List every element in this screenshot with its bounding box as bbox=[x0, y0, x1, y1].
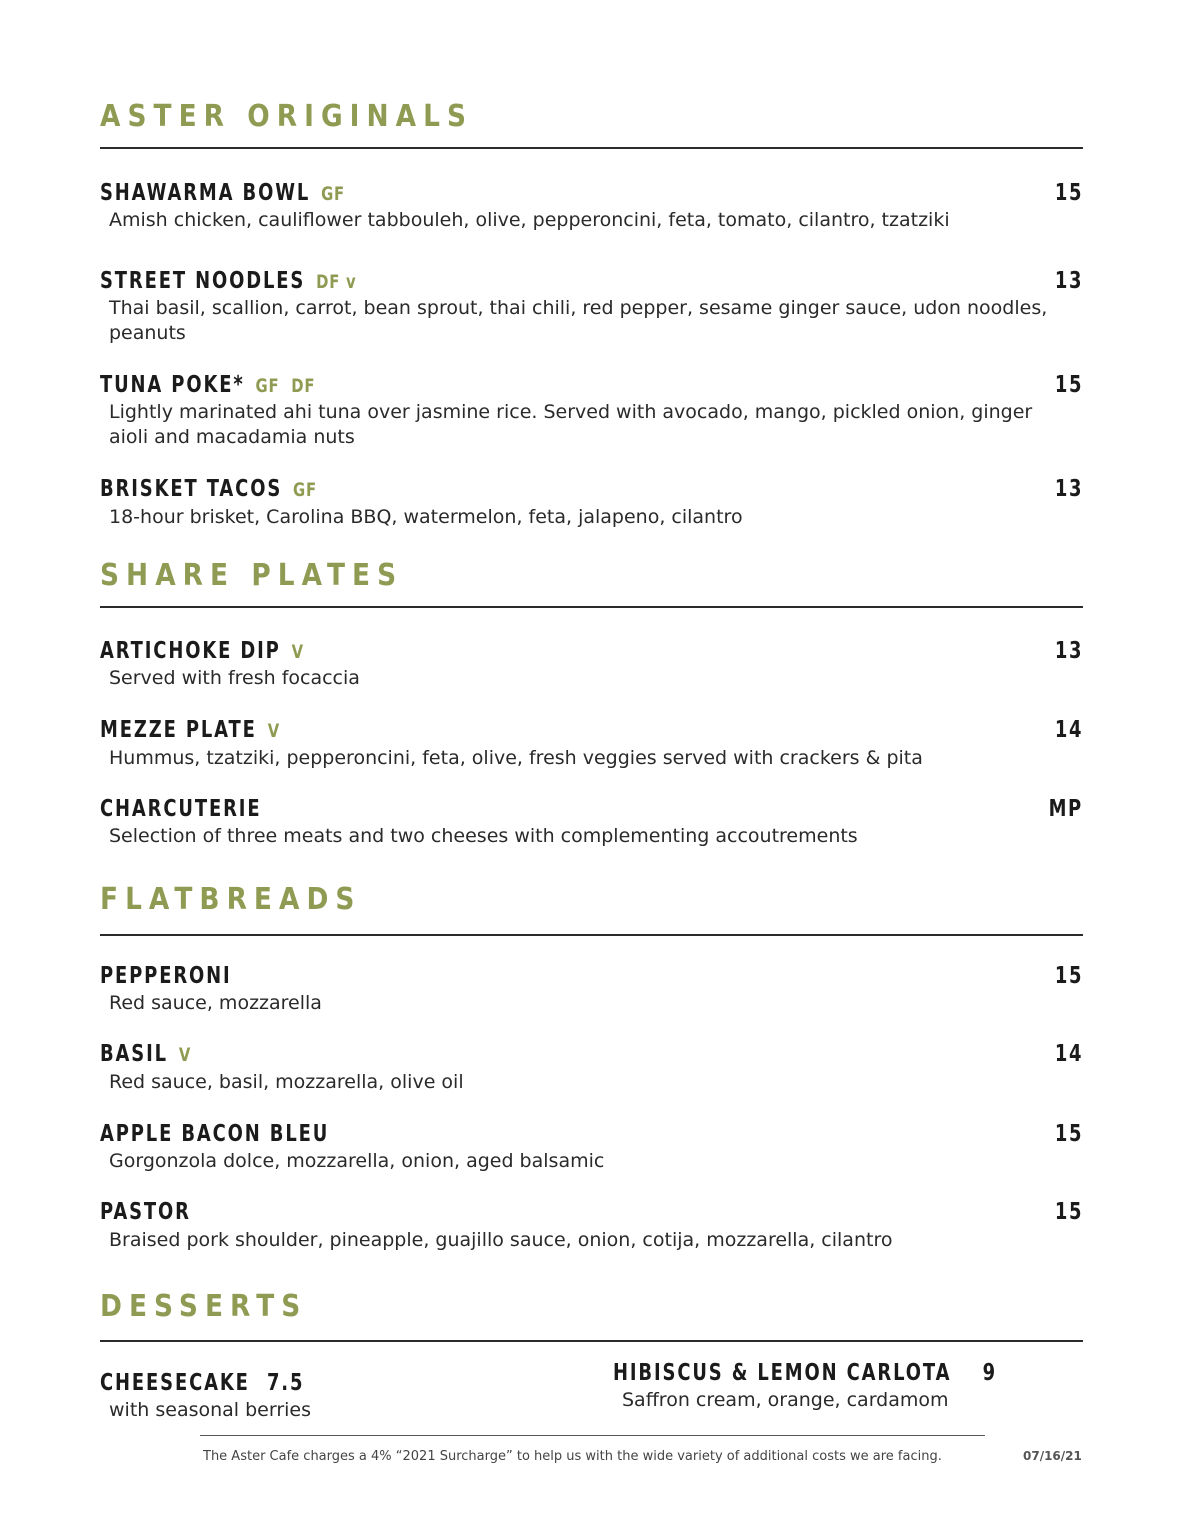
section-title-desserts: DESSERTS bbox=[100, 1289, 308, 1324]
menu-item-price: 13 bbox=[1054, 476, 1083, 502]
menu-item-description: Saffron cream, orange, cardamom bbox=[622, 1389, 949, 1411]
menu-item-price: MP bbox=[1048, 796, 1083, 822]
dietary-tag: V bbox=[291, 641, 304, 663]
menu-date: 07/16/21 bbox=[1023, 1449, 1082, 1463]
menu-item-name: STREET NOODLES DF v bbox=[100, 268, 357, 294]
dietary-tag: GF bbox=[321, 183, 345, 205]
section-title-aster-originals: ASTER ORIGINALS bbox=[100, 99, 474, 134]
menu-item-price: 14 bbox=[1054, 1041, 1083, 1067]
surcharge-note: The Aster Cafe charges a 4% “2021 Surcharge” to help us with the wide variety of additional costs we are facing. bbox=[203, 1449, 942, 1464]
section-title-share-plates: SHARE PLATES bbox=[100, 558, 404, 593]
menu-item-price: 13 bbox=[1054, 638, 1083, 664]
menu-item-description: Amish chicken, cauliflower tabbouleh, olive, pepperoncini, feta, tomato, cilantro, tzatziki bbox=[109, 209, 950, 231]
footer-divider bbox=[200, 1435, 985, 1436]
dietary-tag: V bbox=[267, 720, 280, 742]
section-divider bbox=[100, 147, 1083, 149]
menu-item-description: Red sauce, mozzarella bbox=[109, 992, 322, 1014]
dessert-name-carlota: HIBISCUS & LEMON CARLOTA 9 bbox=[613, 1360, 997, 1386]
dessert-name-cheesecake: CHEESECAKE 7.5 bbox=[100, 1370, 305, 1396]
menu-item-description: Red sauce, basil, mozzarella, olive oil bbox=[109, 1071, 464, 1093]
section-divider bbox=[100, 934, 1083, 936]
menu-item-price: 15 bbox=[1054, 1199, 1083, 1225]
section-divider bbox=[100, 1340, 1083, 1342]
menu-item-name: SHAWARMA BOWL GF bbox=[100, 180, 345, 206]
menu-item-name: CHARCUTERIE bbox=[100, 796, 262, 822]
menu-item-name: APPLE BACON BLEU bbox=[100, 1121, 330, 1147]
menu-item-price: 14 bbox=[1054, 717, 1083, 743]
dietary-tag: V bbox=[178, 1044, 192, 1066]
menu-item-description: Served with fresh focaccia bbox=[109, 667, 360, 689]
menu-item-name: BRISKET TACOS GF bbox=[100, 476, 317, 502]
menu-item-description: 18-hour brisket, Carolina BBQ, watermelon, feta, jalapeno, cilantro bbox=[109, 506, 743, 528]
menu-item-name: MEZZE PLATE V bbox=[100, 717, 280, 743]
menu-item-price: 15 bbox=[1054, 372, 1083, 398]
dessert-price: 9 bbox=[982, 1360, 997, 1386]
menu-item-description: with seasonal berries bbox=[109, 1399, 312, 1421]
menu-item-name: BASIL V bbox=[100, 1041, 192, 1067]
dietary-tag: GF DF bbox=[255, 375, 316, 397]
menu-item-description: Selection of three meats and two cheeses with complementing accoutrements bbox=[109, 825, 858, 847]
menu-item-name: PASTOR bbox=[100, 1199, 191, 1225]
dietary-tag: GF bbox=[293, 479, 317, 501]
menu-item-name: TUNA POKE* GF DF bbox=[100, 372, 316, 398]
menu-item-price: 15 bbox=[1054, 1121, 1083, 1147]
dietary-tag: DF v bbox=[316, 271, 357, 293]
menu-item-price: 13 bbox=[1054, 268, 1083, 294]
menu-item-description: Thai basil, scallion, carrot, bean sprout, thai chili, red pepper, sesame ginger sauce, udon noodles, peanuts bbox=[109, 297, 1048, 344]
menu-item-name: ARTICHOKE DIP V bbox=[100, 638, 304, 664]
menu-item-description: Hummus, tzatziki, pepperoncini, feta, olive, fresh veggies served with crackers & pita bbox=[109, 747, 923, 769]
dessert-price: 7.5 bbox=[266, 1370, 305, 1396]
menu-item-price: 15 bbox=[1054, 963, 1083, 989]
menu-item-price: 15 bbox=[1054, 180, 1083, 206]
menu-item-description: Lightly marinated ahi tuna over jasmine rice. Served with avocado, mango, pickled onion, ginger aioli and macadamia nuts bbox=[109, 401, 1033, 448]
section-title-flatbreads: FLATBREADS bbox=[100, 882, 362, 917]
menu-item-description: Braised pork shoulder, pineapple, guajillo sauce, onion, cotija, mozzarella, cilantro bbox=[109, 1229, 893, 1251]
menu-item-description: Gorgonzola dolce, mozzarella, onion, aged balsamic bbox=[109, 1150, 605, 1172]
menu-item-name: PEPPERONI bbox=[100, 963, 232, 989]
section-divider bbox=[100, 606, 1083, 608]
